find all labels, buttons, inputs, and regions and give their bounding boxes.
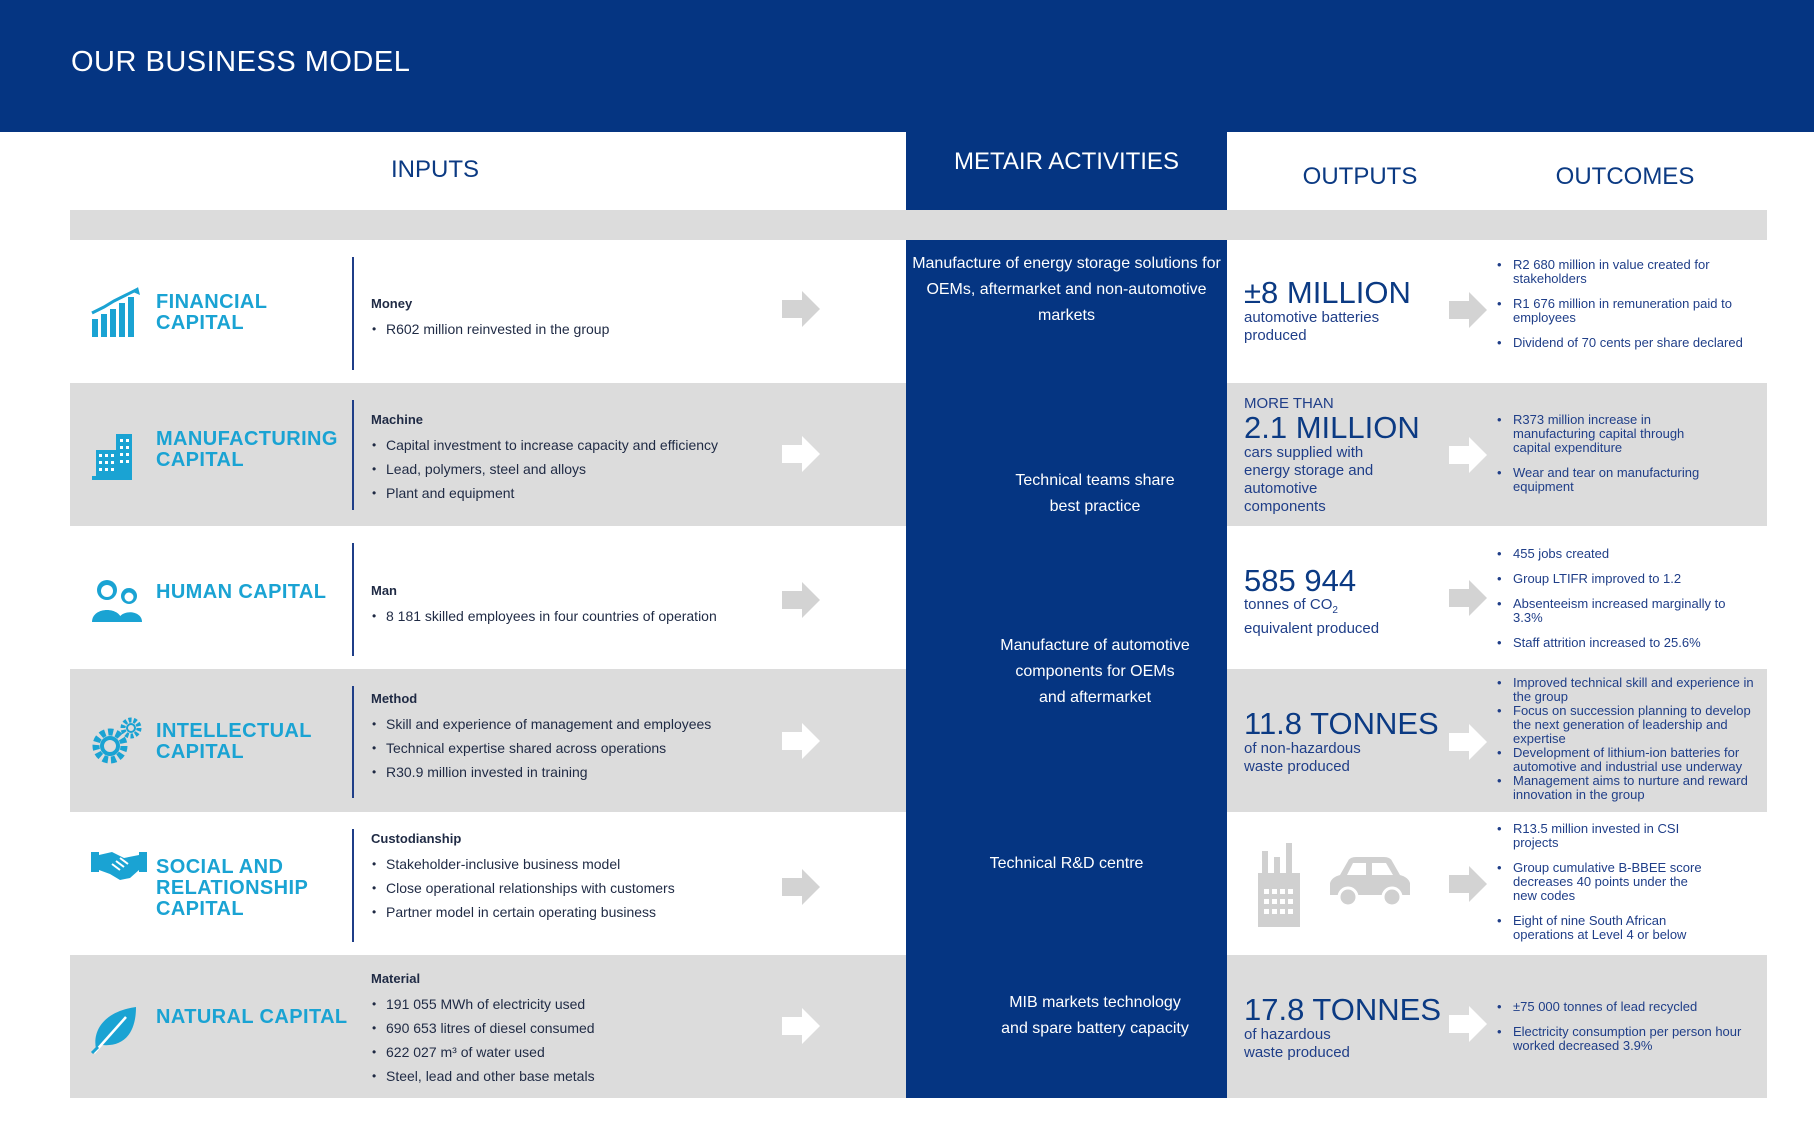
divider-line [352, 543, 354, 656]
capital-label-social: SOCIAL AND RELATIONSHIP CAPITAL [156, 856, 308, 920]
header-divider-bar [70, 210, 1767, 240]
arrow-right-icon [782, 721, 822, 761]
outcome-item: • R13.5 million invested in CSI projects [1496, 822, 1711, 850]
divider-line [352, 257, 354, 370]
arrow-right-icon [1449, 864, 1489, 904]
outcomes-social [1496, 822, 1711, 942]
outcomes-intellectual [1496, 676, 1766, 802]
activity-best-practice: Technical teams share best practice [1015, 472, 1175, 515]
output-figure: 585 944 [1244, 563, 1357, 598]
arrow-right-icon [782, 867, 822, 907]
capital-label-manufacturing: MANUFACTURING CAPITAL [156, 428, 338, 471]
outcome-item: • Absenteeism increased marginally to 3.3% [1496, 597, 1731, 625]
outcome-item: • Group LTIFR improved to 1.2 [1496, 572, 1731, 586]
capital-label-financial: FINANCIAL CAPITAL [156, 291, 268, 334]
arrow-right-icon [782, 434, 822, 474]
activity-energy-storage: Manufacture of energy storage solutions for OEMs, aftermarket and non-automotive markets [912, 255, 1221, 324]
divider-line [352, 829, 354, 942]
outcomes-manufacturing [1496, 413, 1711, 494]
output-figure: ±8 MILLION [1244, 275, 1411, 310]
arrow-right-icon [1449, 290, 1489, 330]
activities-header: METAIR ACTIVITIES [954, 148, 1179, 175]
input-item: • 690 653 litres of diesel consumed [371, 1016, 771, 1040]
input-item: • 622 027 m³ of water used [371, 1040, 771, 1064]
input-heading: Custodianship [371, 831, 462, 846]
arrow-right-icon [1449, 1004, 1489, 1044]
outcome-item: • Wear and tear on manufacturing equipment [1496, 466, 1711, 494]
input-item: • Stakeholder-inclusive business model [371, 852, 771, 876]
input-item: • 191 055 MWh of electricity used [371, 992, 771, 1016]
outcomes-human [1496, 547, 1731, 650]
output-text: automotive batteries produced [1244, 309, 1380, 344]
outputs-header: OUTPUTS [1302, 163, 1418, 190]
inputs-manufacturing [371, 412, 771, 505]
input-item: • 8 181 skilled employees in four countries of operation [371, 604, 771, 628]
outcome-item: • R373 million increase in manufacturing capital through capital expenditure [1496, 413, 1711, 455]
inputs-financial [371, 296, 771, 341]
input-item: • Plant and equipment [371, 481, 771, 505]
output-text: of non-hazardous waste produced [1244, 740, 1361, 775]
input-item: • Technical expertise shared across operations [371, 736, 771, 760]
inputs-human [371, 583, 771, 628]
outcome-item: • Development of lithium-ion batteries for automotive and industrial use underway [1496, 746, 1766, 774]
outcome-item: • ±75 000 tonnes of lead recycled [1496, 1000, 1746, 1014]
output-text-part: equivalent produced [1244, 620, 1380, 637]
output-text: cars supplied with energy storage and automotive components [1244, 444, 1374, 515]
arrow-right-icon [1449, 435, 1489, 475]
input-item: • R30.9 million invested in training [371, 760, 771, 784]
input-heading: Method [371, 691, 418, 706]
output-text: of hazardous waste produced [1244, 1026, 1350, 1061]
inputs-social [371, 831, 771, 924]
output-figure: 17.8 TONNES [1244, 992, 1442, 1027]
input-heading: Money [371, 296, 413, 311]
car-icon [1326, 855, 1412, 911]
output-text-part: tonnes of CO [1244, 596, 1333, 613]
output-text [1244, 596, 1414, 638]
divider-line [352, 400, 354, 510]
activity-mib-markets: MIB markets technology and spare battery capacity [1001, 994, 1189, 1037]
factory-icon [1254, 843, 1304, 929]
outcome-item: • Management aims to nurture and reward innovation in the group [1496, 774, 1766, 802]
inputs-header: INPUTS [390, 156, 479, 183]
capital-label-natural: NATURAL CAPITAL [156, 1006, 348, 1028]
input-item: • Capital investment to increase capacity and efficiency [371, 433, 771, 457]
output-figure: 2.1 MILLION [1244, 410, 1420, 445]
input-item: • Partner model in certain operating business [371, 900, 771, 924]
arrow-right-icon [782, 1006, 822, 1046]
outcome-item: • Focus on succession planning to develop the next generation of leadership and expertise [1496, 704, 1766, 746]
outcome-item: • Dividend of 70 cents per share declared [1496, 336, 1766, 350]
outcomes-header: OUTCOMES [1555, 163, 1695, 190]
outcome-item: • Staff attrition increased to 25.6% [1496, 636, 1731, 650]
inputs-natural [371, 971, 771, 1088]
page-title: OUR BUSINESS MODEL [71, 46, 411, 78]
arrow-right-icon [782, 289, 822, 329]
outcome-item: • Electricity consumption per person hour worked decreased 3.9% [1496, 1025, 1746, 1053]
people-icon [90, 576, 142, 628]
output-prefix: MORE THAN [1244, 395, 1334, 412]
outcomes-financial [1496, 258, 1766, 350]
arrow-right-icon [1449, 722, 1489, 762]
input-item: • R602 million reinvested in the group [371, 317, 771, 341]
outcome-item: • 455 jobs created [1496, 547, 1731, 561]
co2-subscript: 2 [1332, 605, 1338, 616]
outcome-item: • R2 680 million in value created for stakeholders [1496, 258, 1766, 286]
activity-automotive-components: Manufacture of automotive components for OEMs and aftermarket [1000, 637, 1190, 706]
input-item: • Lead, polymers, steel and alloys [371, 457, 771, 481]
factory-building-icon [90, 430, 142, 482]
capital-label-human: HUMAN CAPITAL [156, 581, 327, 603]
bar-chart-icon [90, 287, 142, 339]
arrow-right-icon [782, 580, 822, 620]
outcome-item: • Improved technical skill and experience in the group [1496, 676, 1766, 704]
activity-rd-centre: Technical R&D centre [989, 855, 1144, 872]
outcomes-natural [1496, 1000, 1746, 1053]
gears-icon [90, 716, 142, 768]
leaf-icon [90, 1003, 142, 1055]
input-item: • Skill and experience of management and employees [371, 712, 771, 736]
output-figure: 11.8 TONNES [1244, 706, 1439, 741]
input-item: • Steel, lead and other base metals [371, 1064, 771, 1088]
outcome-item: • Group cumulative B-BBEE score decreases 40 points under the new codes [1496, 861, 1711, 903]
input-heading: Man [371, 583, 397, 598]
input-item: • Close operational relationships with customers [371, 876, 771, 900]
arrow-right-icon [1449, 578, 1489, 618]
handshake-icon [90, 846, 148, 898]
outcome-item: • R1 676 million in remuneration paid to employees [1496, 297, 1766, 325]
capital-label-intellectual: INTELLECTUAL CAPITAL [156, 720, 312, 763]
inputs-intellectual [371, 691, 771, 784]
outcome-item: • Eight of nine South African operations at Level 4 or below [1496, 914, 1711, 942]
input-heading: Material [371, 971, 421, 986]
input-heading: Machine [371, 412, 424, 427]
divider-line [352, 686, 354, 798]
